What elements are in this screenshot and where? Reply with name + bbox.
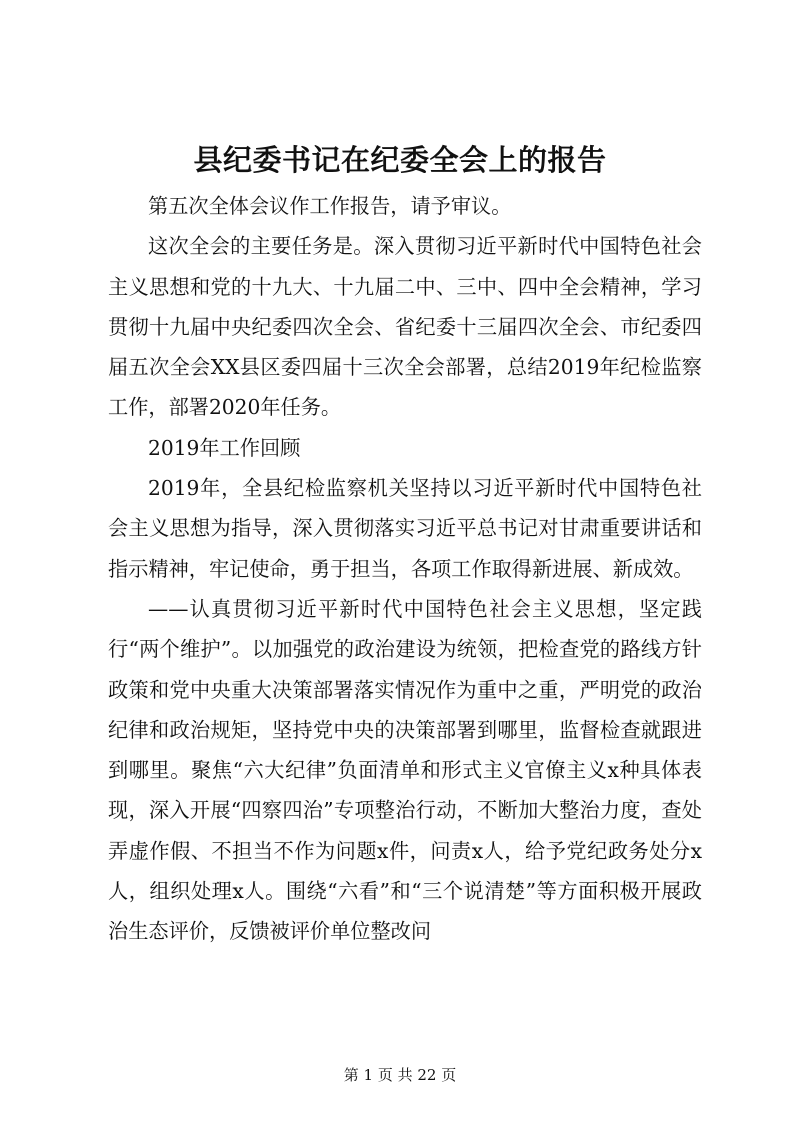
- paragraph-intro: 第五次全体会议作工作报告，请予审议。: [148, 194, 512, 218]
- paragraph-political-building: ——认真贯彻习近平新时代中国特色社会主义思想，坚定践行“两个维护”。以加强党的政治建设为统领，把检查党的路线方针政策和党中央重大决策部署落实情况作为重中之重，严明党的政治纪律和政治规矩，坚持党中央的决策部署到哪里，监督检查就跟进到哪里。聚焦“六大纪律”负面清单和形式主义官僚主义x种具体表现，深入开展“四察四治”专项整治行动，不断加大整治力度，查处弄虚作假、不担当不作为问题x件，问责x人，给予党纪政务处分x人，组织处理x人。围绕“六看”和“三个说清楚”等方面积极开展政治生态评价，反馈被评价单位整改问: [108, 596, 702, 944]
- document-title: 县纪委书记在纪委全会上的报告: [193, 143, 607, 177]
- page-number-footer: 第 1 页 共 22 页: [343, 1066, 457, 1084]
- paragraph-main-tasks: 这次全会的主要任务是。深入贯彻习近平新时代中国特色社会主义思想和党的十九大、十九届二中、三中、四中全会精神，学习贯彻十九届中央纪委四次全会、省纪委十三届四次全会、市纪委四届五次全会XX县区委四届十三次全会部署，总结2019年纪检监察工作，部署2020年任务。: [108, 234, 702, 420]
- paragraph-summary: 2019年，全县纪检监察机关坚持以习近平新时代中国特色社会主义思想为指导，深入贯彻落实习近平总书记对甘肃重要讲话和指示精神，牢记使命，勇于担当，各项工作取得新进展、新成效。: [108, 476, 702, 581]
- document-body: [108, 186, 702, 952]
- section-heading-review: 2019年工作回顾: [148, 435, 301, 460]
